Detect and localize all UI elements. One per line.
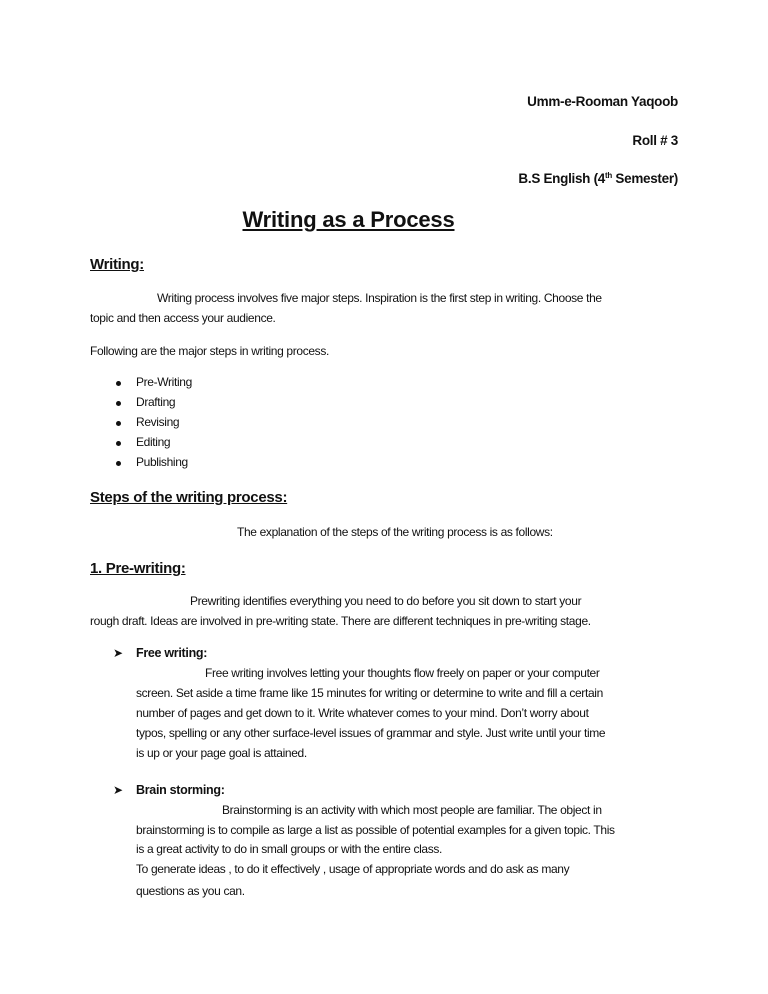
prewriting-heading: 1. Pre-writing:: [90, 560, 186, 577]
writing-intro: Following are the major steps in writing process.: [90, 344, 329, 358]
arrow-bullet-icon: ➤: [113, 646, 124, 660]
free-writing-line-3: number of pages and get down to it. Write whatever comes to your mind. Don’t worry about: [136, 706, 589, 720]
steps-heading: Steps of the writing process:: [90, 489, 288, 506]
brain-storming-line-4: To generate ideas , to do it effectively , usage of appropriate words and do ask as many: [136, 862, 570, 876]
writing-paragraph-line-2: topic and then access your audience.: [90, 311, 276, 325]
arrow-bullet-icon: ➤: [113, 783, 124, 797]
bullet-icon: [116, 381, 121, 386]
writing-heading: Writing:: [90, 256, 144, 273]
free-writing-line-4: typos, spelling or any other surface-level issues of grammar and style. Just write until your time: [136, 726, 606, 740]
brain-storming-line-3: is a great activity to do in small groups or with the entire class.: [136, 842, 443, 856]
brain-storming-label: Brain storming:: [136, 783, 225, 797]
list-item-label: Pre-Writing: [136, 375, 192, 389]
brain-storming-line-5: questions as you can.: [136, 884, 245, 898]
author-name: Umm-e-Rooman Yaqoob: [527, 94, 678, 109]
free-writing-line-5: is up or your page goal is attained.: [136, 746, 307, 760]
prewriting-line-1: Prewriting identifies everything you need to do before you sit down to start your: [190, 594, 582, 608]
course-superscript: th: [605, 171, 612, 180]
bullet-icon: [116, 401, 121, 406]
bullet-icon: [116, 421, 121, 426]
list-item-label: Publishing: [136, 455, 188, 469]
free-writing-line-1: Free writing involves letting your thoughts flow freely on paper or your computer: [205, 666, 600, 680]
brain-storming-line-2: brainstorming is to compile as large a list as possible of potential examples for a given topic. This: [136, 823, 615, 837]
steps-explanation: The explanation of the steps of the writing process is as follows:: [237, 525, 553, 539]
bullet-icon: [116, 461, 121, 466]
prewriting-line-2: rough draft. Ideas are involved in pre-writing state. There are different techniques in pre-writing stage.: [90, 614, 591, 628]
list-item-label: Revising: [136, 415, 180, 429]
course-info: [518, 171, 678, 186]
list-item-label: Editing: [136, 435, 171, 449]
writing-paragraph-line-1: Writing process involves five major steps. Inspiration is the first step in writing. Choose the: [157, 291, 602, 305]
free-writing-label: Free writing:: [136, 646, 208, 660]
brain-storming-line-1: Brainstorming is an activity with which most people are familiar. The object in: [222, 803, 602, 817]
course-suffix: Semester): [611, 171, 678, 186]
free-writing-line-2: screen. Set aside a time frame like 15 minutes for writing or determine to write and fill a certain: [136, 686, 603, 700]
bullet-icon: [116, 441, 121, 446]
list-item-label: Drafting: [136, 395, 176, 409]
course-prefix: B.S English (4: [518, 171, 605, 186]
roll-number: Roll # 3: [632, 133, 678, 148]
document-title: Writing as a Process: [242, 207, 455, 232]
